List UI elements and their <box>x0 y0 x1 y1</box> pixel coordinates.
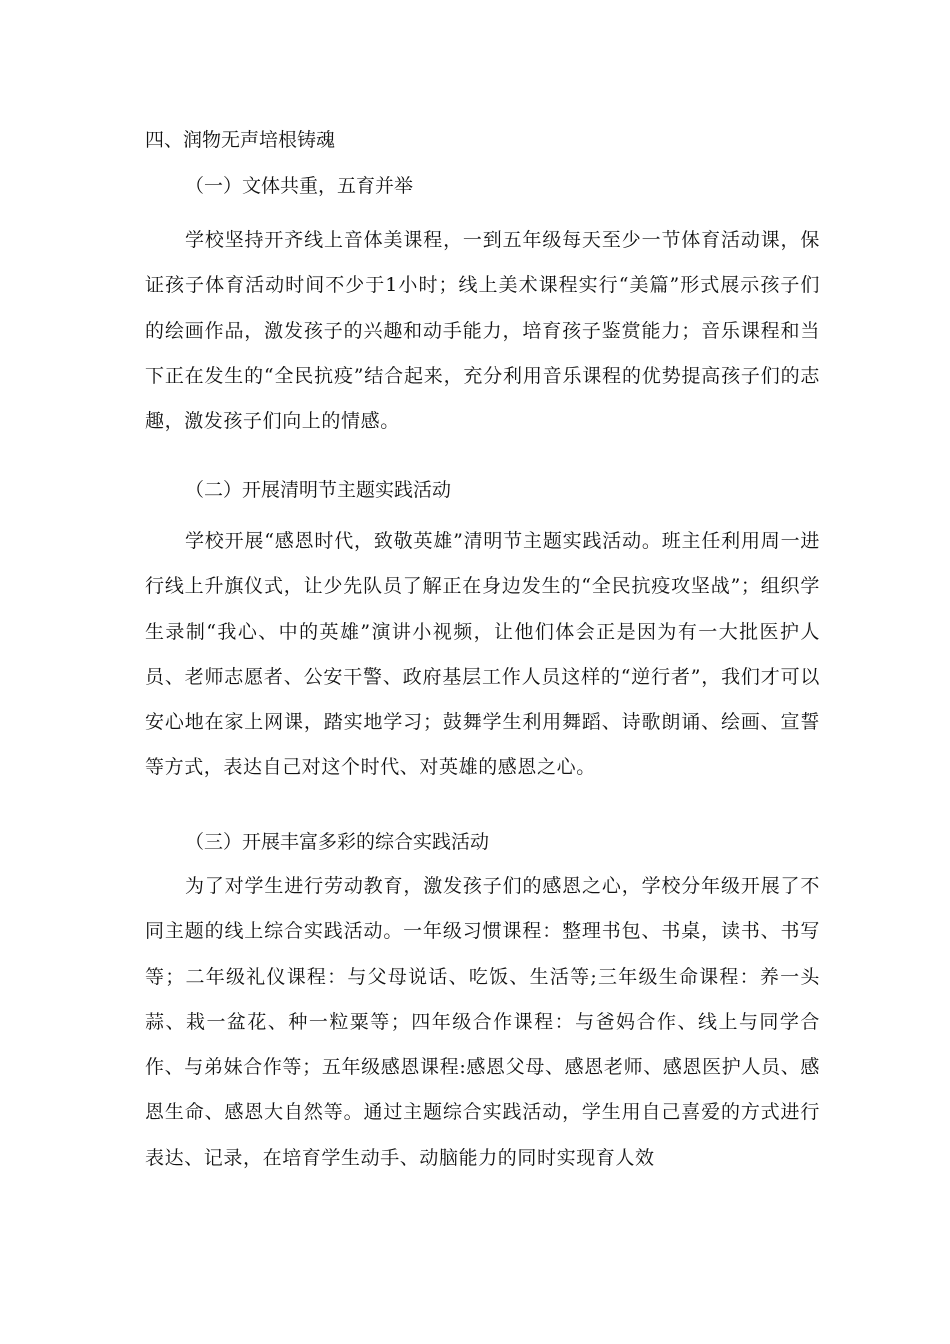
paragraph-2: 学校开展“感恩时代，致敬英雄”清明节主题实践活动。班主任利用周一进行线上升旗仪式，让少先队员了解正在身边发生的“全民抗疫攻坚战”；组织学生录制“我心、中的英雄”演讲小视频，让他们体会正是因为有一大批医护人员、老师志愿者、公安干警、政府基层工作人员这样的“逆行者”，我们才可以安心地在家上网课，踏实地学习；鼓舞学生利用舞蹈、诗歌朗诵、绘画、宣誓等方式，表达自己对这个时代、对英雄的感恩之心。 <box>145 530 820 779</box>
paragraph-1: 学校坚持开齐线上音体美课程，一到五年级每天至少一节体育活动课，保证孩子体育活动时间不少于1小时；线上美术课程实行“美篇”形式展示孩子们的绘画作品，激发孩子的兴趣和动手能力，培育孩子鉴赏能力；音乐课程和当下正在发生的“全民抗疫”结合起来，充分利用音乐课程的优势提高孩子们的志趣，激发孩子们向上的情感。 <box>145 229 820 433</box>
subsection-title-2: （二）开展清明节主题实践活动 <box>185 479 452 501</box>
subsection-title-3: （三）开展丰富多彩的综合实践活动 <box>185 831 490 853</box>
subsection-title-1: （一）文体共重，五育并举 <box>185 175 414 197</box>
section-title: 四、润物无声培根铸魂 <box>145 129 336 151</box>
paragraph-3: 为了对学生进行劳动教育，激发孩子们的感恩之心，学校分年级开展了不同主题的线上综合实践活动。一年级习惯课程：整理书包、书桌，读书、书写等；二年级礼仪课程：与父母说话、吃饭、生活等;三年级生命课程：养一头蒜、栽一盆花、种一粒粟等；四年级合作课程：与爸妈合作、线上与同学合作、与弟妹合作等；五年级感恩课程:感恩父母、感恩老师、感恩医护人员、感恩生命、感恩大自然等。通过主题综合实践活动，学生用自己喜爱的方式进行表达、记录，在培育学生动手、动脑能力的同时实现育人效 <box>145 875 820 1169</box>
